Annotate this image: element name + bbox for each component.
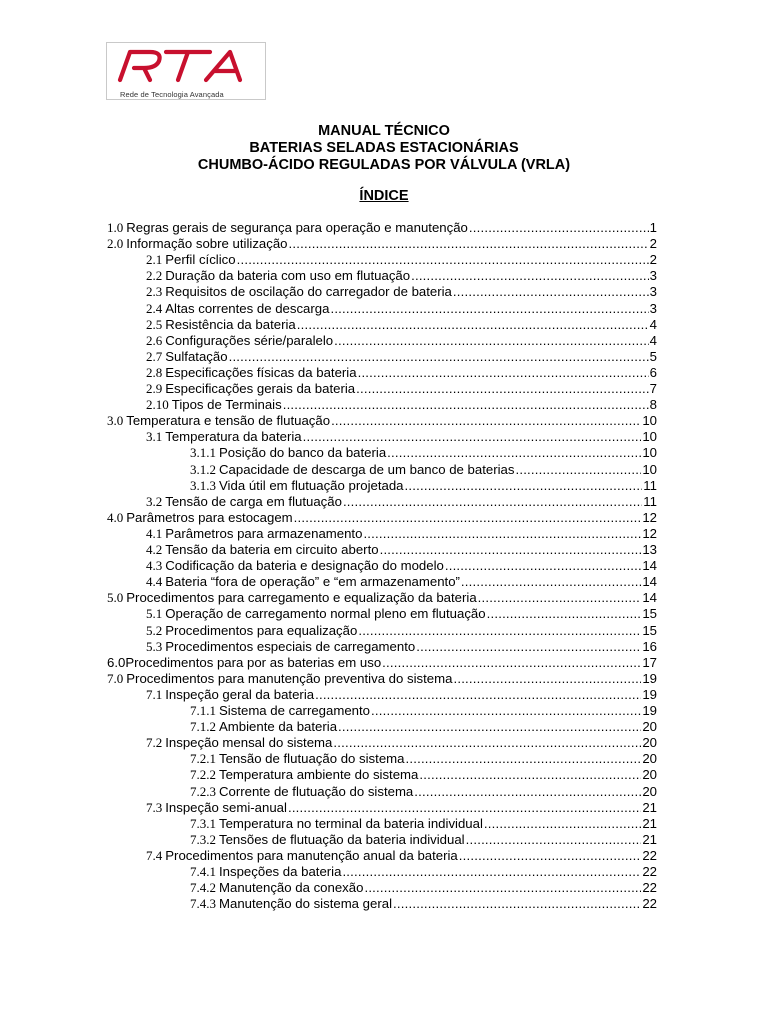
toc-entry[interactable] [146,735,657,751]
toc-entry-number: 3.1.3 [190,477,216,493]
toc-entry-page: 12 [642,525,657,541]
toc-entry[interactable] [146,429,657,445]
toc-entry-label: Especificações físicas da bateria [165,364,357,380]
toc-entry-label: Parâmetros para estocagem [126,509,293,525]
toc-entry[interactable] [146,848,657,864]
toc-entry-number: 2.3 [146,284,163,300]
toc-entry[interactable] [146,800,657,816]
toc-entry-number: 2.0 [107,236,124,252]
toc-entry-page: 19 [642,686,657,702]
toc-entry[interactable] [146,623,657,639]
toc-entry-label: Tensão da bateria em circuito aberto [165,542,379,557]
toc-leader-dots [303,429,642,444]
toc-entry-label: Temperatura no terminal da bateria individual [219,815,483,831]
toc-leader-dots [283,397,649,412]
toc-entry[interactable] [146,317,657,333]
index-heading: ÍNDICE [359,188,409,204]
toc-entry-page: 21 [642,831,657,847]
toc-entry-number: 4.2 [146,542,163,557]
toc-entry-label: Especificações gerais da bateria [165,381,356,396]
toc-leader-dots [342,864,641,879]
toc-entry-label: Temperatura da bateria [165,429,302,445]
toc-entry-page: 22 [642,880,657,896]
toc-entry-number: 3.1.2 [190,461,216,477]
toc-entry-page: 14 [642,558,657,574]
toc-entry-page: 2 [649,252,657,268]
toc-entry-number: 2.7 [146,348,163,364]
toc-entry-label: Codificação da bateria e designação do modelo [165,558,444,574]
toc-leader-dots [294,510,642,525]
toc-entry[interactable] [190,767,657,783]
toc-leader-dots [334,333,649,348]
toc-entry[interactable] [190,784,657,800]
toc-leader-dots [405,751,641,766]
toc-entry-number: 2.9 [146,381,163,396]
toc-entry-page: 3 [649,300,657,316]
toc-entry-number: 2.2 [146,268,163,284]
toc-leader-dots [338,719,641,734]
toc-entry-label: Informação sobre utilização [126,236,288,252]
toc-entry-label: Duração da bateria com uso em flutuação [165,268,411,284]
toc-entry-page: 16 [642,638,657,654]
toc-entry-number: 1.0 [107,220,124,235]
toc-entry-number: 4.0 [107,509,124,525]
toc-leader-dots [333,735,641,750]
toc-entry[interactable] [190,478,657,494]
toc-entry-label: Tensões de flutuação da bateria individual [219,831,465,847]
toc-entry-page: 10 [642,445,657,461]
toc-entry-number: 2.8 [146,364,163,380]
toc-entry[interactable] [146,333,657,349]
toc-entry-label: Posição do banco da bateria [219,445,387,461]
toc-entry-label: Manutenção do sistema geral [219,896,393,912]
toc-entry-number: 4.4 [146,574,163,590]
toc-leader-dots [237,252,649,267]
toc-entry[interactable] [146,284,657,300]
toc-entry-label: Parâmetros para armazenamento [165,525,363,541]
toc-leader-dots [414,784,641,799]
toc-entry-number: 7.3.1 [190,815,216,831]
toc-entry-page: 19 [642,670,657,686]
toc-leader-dots [405,478,643,493]
toc-entry[interactable] [146,542,657,558]
toc-entry[interactable] [107,671,657,687]
toc-leader-dots [419,767,641,782]
toc-entry[interactable] [146,687,657,703]
toc-entry-number: 7.1 [146,686,163,702]
toc-entry[interactable] [146,574,657,590]
toc-entry-page: 12 [642,509,657,525]
toc-leader-dots [484,816,641,831]
toc-entry[interactable] [146,639,657,655]
toc-entry-number: 7.2.1 [190,751,216,767]
toc-entry-page: 15 [642,622,657,638]
toc-leader-dots [393,896,641,911]
toc-entry-page: 20 [642,783,657,799]
toc-entry-number: 2.6 [146,332,163,348]
toc-entry-number: 7.2.2 [190,767,216,783]
toc-leader-dots [487,606,642,621]
toc-entry-number: 3.1.1 [190,445,216,461]
toc-entry[interactable] [107,655,657,671]
toc-entry-label: Vida útil em flutuação projetada [219,477,404,493]
toc-entry-number: 7.3.2 [190,831,216,847]
toc-entry-page: 22 [642,896,657,912]
toc-entry-label: Operação de carregamento normal pleno em flutuação [165,606,486,622]
toc-entry-page: 22 [642,847,657,863]
toc-leader-dots [343,494,642,509]
toc-leader-dots [364,880,641,895]
toc-entry-number: 3.0 [107,413,124,429]
toc-entry-label: Ambiente da bateria [219,719,338,735]
toc-entry-label: Corrente de flutuação do sistema [219,783,414,799]
toc-entry-page: 3 [649,268,657,284]
toc-entry[interactable] [146,301,657,317]
toc-entry-label: Regras gerais de segurança para operação e manutenção [126,220,468,235]
toc-leader-dots [331,413,641,428]
toc-entry-page: 21 [642,799,657,815]
toc-entry-label: Capacidade de descarga de um banco de baterias [219,461,515,477]
toc-leader-dots [469,220,649,235]
toc-entry[interactable] [190,719,657,735]
toc-entry-number: 5.2 [146,622,163,638]
toc-entry-label: Resistência da bateria [165,316,296,332]
toc-entry-label: Temperatura e tensão de flutuação [126,413,331,429]
rta-wordmark-icon [106,42,266,88]
toc-entry-number: 7.3 [146,799,163,815]
document-subtitle-2: CHUMBO-ÁCIDO REGULADAS POR VÁLVULA (VRLA) [197,157,571,173]
toc-entry-page: 19 [642,703,657,718]
toc-entry[interactable] [107,220,657,236]
toc-leader-dots [371,703,641,718]
toc-entry-page: 2 [649,236,657,252]
toc-entry-page: 20 [642,735,657,751]
toc-entry-page: 21 [642,815,657,831]
toc-entry-label: Manutenção da conexão [219,880,364,896]
toc-entry-number: 2.1 [146,252,163,268]
toc-entry-label: Altas correntes de descarga [165,300,330,316]
toc-entry-number: 3.1 [146,429,163,445]
toc-leader-dots [387,445,641,460]
toc-entry-page: 3 [649,284,657,300]
toc-entry-label: Configurações série/paralelo [165,332,334,348]
toc-entry-page: 10 [642,413,657,429]
toc-leader-dots [466,832,642,847]
toc-entry[interactable] [146,606,657,622]
toc-entry-label: Bateria “fora de operação” e “em armazenamento” [165,574,460,590]
toc-entry-label: Requisitos de oscilação do carregador de bateria [165,284,452,300]
toc-entry-label: Tipos de Terminais [171,397,282,413]
toc-leader-dots [459,848,642,863]
toc-entry-page: 10 [642,461,657,477]
toc-entry-number: 7.0 [107,670,124,686]
toc-leader-dots [515,462,641,477]
toc-leader-dots [380,542,642,557]
toc-entry[interactable] [190,462,657,478]
toc-entry-number: 7.4.1 [190,864,216,879]
toc-entry-page: 14 [642,574,657,590]
toc-entry-number: 5.1 [146,606,163,622]
toc-entry-label: 6.0Procedimentos para por as baterias em uso [107,654,382,670]
toc-entry-number: 7.4.2 [190,880,216,896]
toc-leader-dots [330,301,648,316]
toc-entry-page: 6 [649,364,657,380]
toc-leader-dots [411,268,649,283]
toc-entry-number: 2.5 [146,316,163,332]
toc-entry-page: 13 [642,542,657,557]
toc-entry-label: Inspeção geral da bateria [165,686,315,702]
toc-entry-number: 7.2.3 [190,783,216,799]
toc-entry[interactable] [146,558,657,574]
toc-leader-dots [356,381,649,396]
toc-entry-page: 1 [649,220,657,235]
toc-entry[interactable] [146,268,657,284]
toc-leader-dots [289,236,649,251]
toc-entry[interactable] [190,832,657,848]
toc-entry[interactable] [190,864,657,880]
toc-entry-label: Procedimentos especiais de carregamento [165,638,416,654]
toc-entry-label: Inspeções da bateria [219,864,342,879]
toc-entry-label: Tensão de flutuação do sistema [219,751,405,767]
toc-entry[interactable] [146,494,657,510]
toc-entry[interactable] [190,896,657,912]
toc-entry-number: 5.3 [146,638,163,654]
toc-entry-page: 10 [642,429,657,445]
toc-leader-dots [358,623,641,638]
toc-entry-label: Sistema de carregamento [219,703,370,718]
toc-entry-label: Sulfatação [165,348,228,364]
toc-entry[interactable] [146,381,657,397]
toc-entry-label: Temperatura ambiente do sistema [219,767,419,783]
toc-entry-label: Perfil cíclico [165,252,236,268]
toc-leader-dots [478,590,642,605]
document-title: MANUAL TÉCNICO [318,123,450,139]
toc-entry[interactable] [107,236,657,252]
toc-entry-page: 17 [642,654,657,670]
toc-entry-number: 7.4 [146,847,163,863]
toc-entry[interactable] [190,880,657,896]
toc-entry-number: 2.10 [146,397,169,413]
toc-leader-dots [445,558,641,573]
toc-leader-dots [315,687,641,702]
toc-entry-page: 20 [642,751,657,767]
toc-entry-number: 7.1.2 [190,719,216,735]
toc-entry-page: 14 [642,590,657,606]
toc-entry-label: Procedimentos para equalização [165,622,358,638]
toc-entry-page: 11 [643,477,657,493]
toc-entry-label: Tensão de carga em flutuação [165,493,342,509]
rta-logo [106,42,266,102]
toc-leader-dots [453,284,649,299]
toc-leader-dots [461,574,641,589]
toc-entry[interactable] [107,590,657,606]
toc-entry-page: 11 [643,493,657,509]
toc-entry-number: 7.4.3 [190,896,216,912]
toc-entry-page: 4 [649,316,657,332]
toc-entry[interactable] [146,365,657,381]
toc-entry-number: 2.4 [146,300,163,316]
toc-entry[interactable] [146,526,657,542]
toc-entry-page: 4 [649,332,657,348]
toc-entry-number: 4.3 [146,558,163,574]
toc-entry[interactable] [107,413,657,429]
toc-entry[interactable] [146,252,657,268]
toc-entry-page: 5 [649,348,657,364]
toc-leader-dots [229,349,649,364]
toc-entry-number: 7.1.1 [190,703,216,718]
toc-entry-number: 4.1 [146,525,163,541]
toc-entry-page: 22 [642,864,657,879]
document-subtitle: BATERIAS SELADAS ESTACIONÁRIAS [249,140,519,156]
toc-leader-dots [358,365,649,380]
toc-entry[interactable] [190,816,657,832]
toc-entry-number: 7.2 [146,735,163,751]
toc-entry[interactable] [146,397,657,413]
toc-entry-page: 15 [642,606,657,622]
toc-entry-label: Procedimentos para manutenção preventiva do sistema [126,670,453,686]
toc-leader-dots [363,526,641,541]
toc-leader-dots [416,639,641,654]
toc-entry-page: 8 [649,397,657,413]
toc-entry-label: Inspeção semi-anual [165,799,287,815]
toc-entry[interactable] [107,510,657,526]
toc-entry[interactable] [146,349,657,365]
toc-leader-dots [297,317,649,332]
toc-leader-dots [288,800,641,815]
toc-entry[interactable] [190,751,657,767]
toc-entry-label: Procedimentos para carregamento e equalização da bateria [126,590,477,606]
toc-entry-number: 3.2 [146,493,163,509]
toc-entry-number: 5.0 [107,590,124,606]
toc-entry-page: 20 [642,767,657,783]
toc-entry-page: 7 [649,381,657,396]
toc-leader-dots [382,655,641,670]
logo-caption: Rede de Tecnologia Avançada [120,90,224,99]
toc-entry[interactable] [190,703,657,719]
toc-leader-dots [453,671,641,686]
toc-entry[interactable] [190,445,657,461]
toc-entry-label: Procedimentos para manutenção anual da bateria [165,847,458,863]
toc-entry-page: 20 [642,719,657,735]
toc-entry-label: Inspeção mensal do sistema [165,735,333,751]
